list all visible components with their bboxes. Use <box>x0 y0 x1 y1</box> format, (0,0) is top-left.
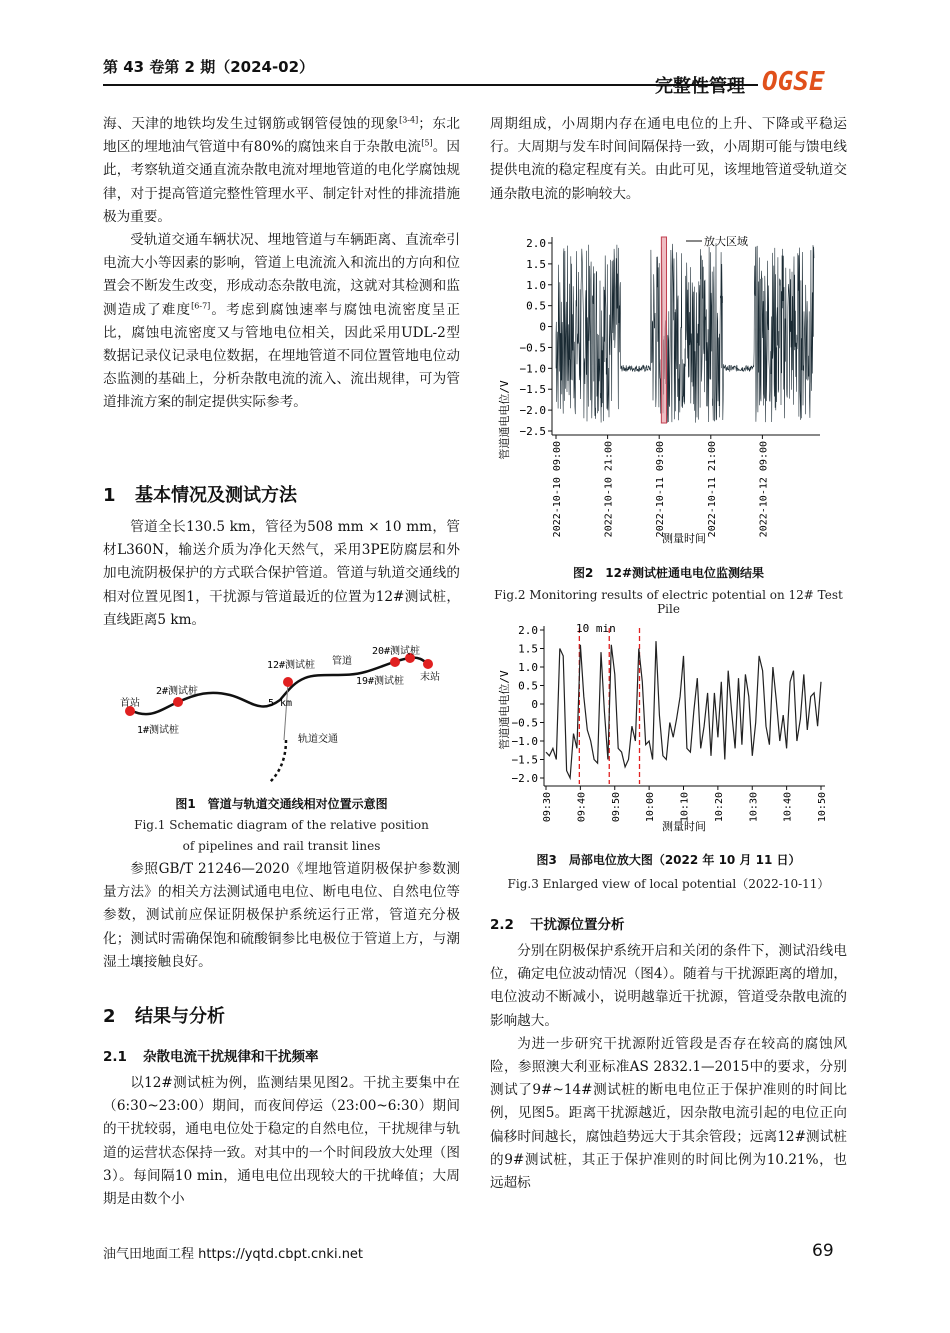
label-pile20: 20#测试桩 <box>372 646 421 657</box>
fig2-ytick-label: −0.5 <box>519 341 546 355</box>
fig3-xtick-label: 09:50 <box>610 792 622 823</box>
fig3-xtick-label: 10:20 <box>713 792 725 823</box>
fig3-ytick-label: 1.0 <box>518 661 538 674</box>
section-2-2-heading: 2.2 干扰源位置分析 <box>490 917 625 933</box>
end-station-marker <box>423 659 433 669</box>
fig3-annotation: 10 min <box>576 622 616 635</box>
figure-3-caption-cn: 图3 局部电位放大图（2022 年 10 月 11 日） <box>536 853 801 867</box>
fig2-ytick-label: 2.0 <box>526 237 546 250</box>
fig3-xtick-label: 10:00 <box>645 792 657 823</box>
figure-3-caption-en: Fig.3 Enlarged view of local potential（2022-10-11） <box>507 877 830 891</box>
issue-info: 第 43 卷第 2 期（2024-02） <box>103 58 315 76</box>
fig3-ytick-label: 0 <box>531 698 538 711</box>
fig2-series-line <box>556 243 814 422</box>
label-distance: 5 km <box>268 698 293 709</box>
label-pile19: 19#测试桩 <box>356 676 405 687</box>
section-1-heading: 1 基本情况及测试方法 <box>103 485 297 506</box>
left-col-para4: 参照GB/T 21246—2020《埋地管道阴极保护参数测量方法》的相关方法测试通电电位、断电电位、自然电位等参数，测试前应保证阴极保护系统运行正常，管道充分极化；测试时需确保饱和硫酸铜参比电极位于管道上方，与潮湿土壤接触良好。 <box>103 861 460 970</box>
section-brand: 完整性管理 <box>655 76 745 97</box>
right-col-para2: 分别在阴极保护系统开启和关闭的条件下，测试沿线电位，确定电位波动情况（图4）。随着与干扰源距离的增加，电位波动不断减小，说明越靠近干扰源，管道受杂散电流的影响越大。 为进一步研究干扰源附近管段是否存在较高的腐蚀风险，参照澳大利亚标准AS 2832.1—2015中的要求，分别测试了9#~14#测试桩的断电电位正于保护准则的时间比例，见图5。距离干扰源越近，因杂散电流引起的电位正向偏移时间越长，腐蚀趋势远大于其余管段；远离12#测试桩的9#测试桩，其正于保护准则的时间比例为10.21%，也远超标 <box>490 943 847 1192</box>
fig3-xtick-label: 09:40 <box>576 792 588 823</box>
pile-12-marker <box>283 677 293 687</box>
left-col-para5: 以12#测试桩为例，监测结果见图2。干扰主要集中在（6:30~23:00）期间，而夜间停运（23:00~6:30）期间的干扰较弱，通电电位处于稳定的自然电位，干扰规律与轨道的运营状态保持一致。对其中的一个时间段放大处理（图3）。每间隔10 min，通电电位出现较大的干扰峰值；大周期是由数个小 <box>103 1075 460 1208</box>
fig2-ytick-label: −1.0 <box>519 362 546 376</box>
fig2-zoom-region <box>661 237 666 423</box>
fig2-ytick-label: 0.5 <box>526 299 546 313</box>
fig2-xtick-label: 2022-10-10 21:00 <box>603 441 615 538</box>
fig3-xtick-label: 10:30 <box>748 792 760 823</box>
label-pipeline: 管道 <box>332 656 352 667</box>
fig3-xtick-label: 09:30 <box>542 792 553 823</box>
fig3-series-line <box>546 641 821 778</box>
fig3-ytick-label: −2.0 <box>511 772 538 785</box>
fig2-xlabel: 测量时间 <box>662 532 706 545</box>
fig2-annotation: 放大区域 <box>704 235 748 248</box>
label-rail: 轨道交通 <box>298 734 338 745</box>
rail-transit-line <box>270 740 286 782</box>
fig2-xtick-label: 2022-10-12 09:00 <box>758 441 770 538</box>
fig2-xtick-label: 2022-10-10 09:00 <box>552 441 563 538</box>
fig3-ytick-label: −0.5 <box>511 716 538 730</box>
label-pile1: 1#测试桩 <box>137 725 180 736</box>
fig3-ytick-label: −1.5 <box>511 753 538 767</box>
page-number: 69 <box>812 1241 834 1261</box>
fig3-ylabel: 管道通电电位/V <box>498 670 511 750</box>
fig3-xtick-label: 10:10 <box>679 792 691 823</box>
fig2-xtick-label: 2022-10-11 09:00 <box>655 441 667 538</box>
fig2-ylabel: 管道通电电位/V <box>498 380 511 460</box>
pile-19-marker <box>390 657 400 667</box>
fig3-ytick-label: 0.5 <box>518 679 538 693</box>
footer-journal: 油气田地面工程 https://yqtd.cbpt.cnki.net <box>103 1247 364 1262</box>
figure-2-chart <box>490 225 847 555</box>
figure-2-caption-en: Fig.2 Monitoring results of electric potential on 12# Test Pile <box>494 588 843 616</box>
fig2-ytick-label: 0 <box>539 320 546 334</box>
figure-1-caption-en-1: Fig.1 Schematic diagram of the relative position <box>134 818 429 832</box>
right-col-para1: 周期组成，小周期内存在通电电位的上升、下降或平稳运行。大周期与发车时间间隔保持一致，小周期可能与馈电线提供电流的稳定程度有关。由此可见，该埋地管道受轨道交通杂散电流的影响较大。 <box>490 116 847 202</box>
figure-1-caption-en-2: of pipelines and rail transit lines <box>182 839 381 853</box>
pile-2-marker <box>173 697 183 707</box>
left-col-para1: 海、天津的地铁均发生过钢筋或钢管侵蚀的现象[3-4]；东北地区的埋地油气管道中有80%的腐蚀来自于杂散电流[5]。因此，考察轨道交通直流杂散电流对埋地管道的电化学腐蚀规律，对于提高管道完整性管理水平、制定针对性的排流措施极为重要。 受轨道交通车辆状况、埋地管道与车辆距离、直流牵引电流大小等因素的影响，管道上电流流入和流出的方向和位置会不断发生改变，形成动态杂散电流，这就对其检测和监测造成了难度[6-7]。考虑到腐蚀速率与腐蚀电流密度呈正比，腐蚀电流密度又与管地电位相关，因此采用UDL-2型数据记录仪记录电位数据，在埋地管道不同位置管地电位动态监测的基础上，分析杂散电流的流入、流出规律，可为管道排流方案的制定提供实际参考。 <box>103 115 461 411</box>
fig2-ytick-label: −2.0 <box>519 404 546 418</box>
section-2-1-heading: 2.1 杂散电流干扰规律和干扰频率 <box>103 1049 319 1065</box>
figure-1-caption-cn: 图1 管道与轨道交通线相对位置示意图 <box>175 797 388 811</box>
fig3-ytick-label: 1.5 <box>518 642 538 656</box>
label-pile2: 2#测试桩 <box>156 686 199 697</box>
fig2-ytick-label: −2.5 <box>519 425 546 438</box>
fig2-ytick-label: −1.5 <box>519 383 546 397</box>
fig3-xtick-label: 10:50 <box>817 792 828 823</box>
fig2-ytick-label: 1.5 <box>526 257 546 271</box>
figure-1-diagram <box>110 640 450 790</box>
section-2-heading: 2 结果与分析 <box>103 1006 225 1027</box>
fig3-ytick-label: −1.0 <box>511 735 538 748</box>
fig3-xlabel: 测量时间 <box>662 820 706 833</box>
figure-2-caption-cn: 图2 12#测试桩通电电位监测结果 <box>572 566 765 580</box>
journal-logo <box>760 66 850 96</box>
fig3-xtick-label: 10:40 <box>782 792 794 823</box>
figure-3-chart <box>490 618 847 838</box>
label-pile12: 12#测试桩 <box>267 660 316 671</box>
fig2-xtick-label: 2022-10-11 21:00 <box>706 441 718 538</box>
left-col-para3: 管道全长130.5 km，管径为508 mm × 10 mm，管材L360N，输送介质为净化天然气，采用3PE防腐层和外加电流阴极保护的方式联合保护管道。管道与轨道交通线的相对位置见图1，干扰源与管道最近的位置为12#测试桩，直线距离5 km。 <box>103 519 460 628</box>
label-end: 末站 <box>420 672 440 683</box>
fig3-ytick-label: 2.0 <box>518 624 538 637</box>
label-start: 首站 <box>120 698 140 709</box>
fig2-ytick-label: 1.0 <box>526 278 546 292</box>
logo-text: OGSE <box>762 67 825 96</box>
